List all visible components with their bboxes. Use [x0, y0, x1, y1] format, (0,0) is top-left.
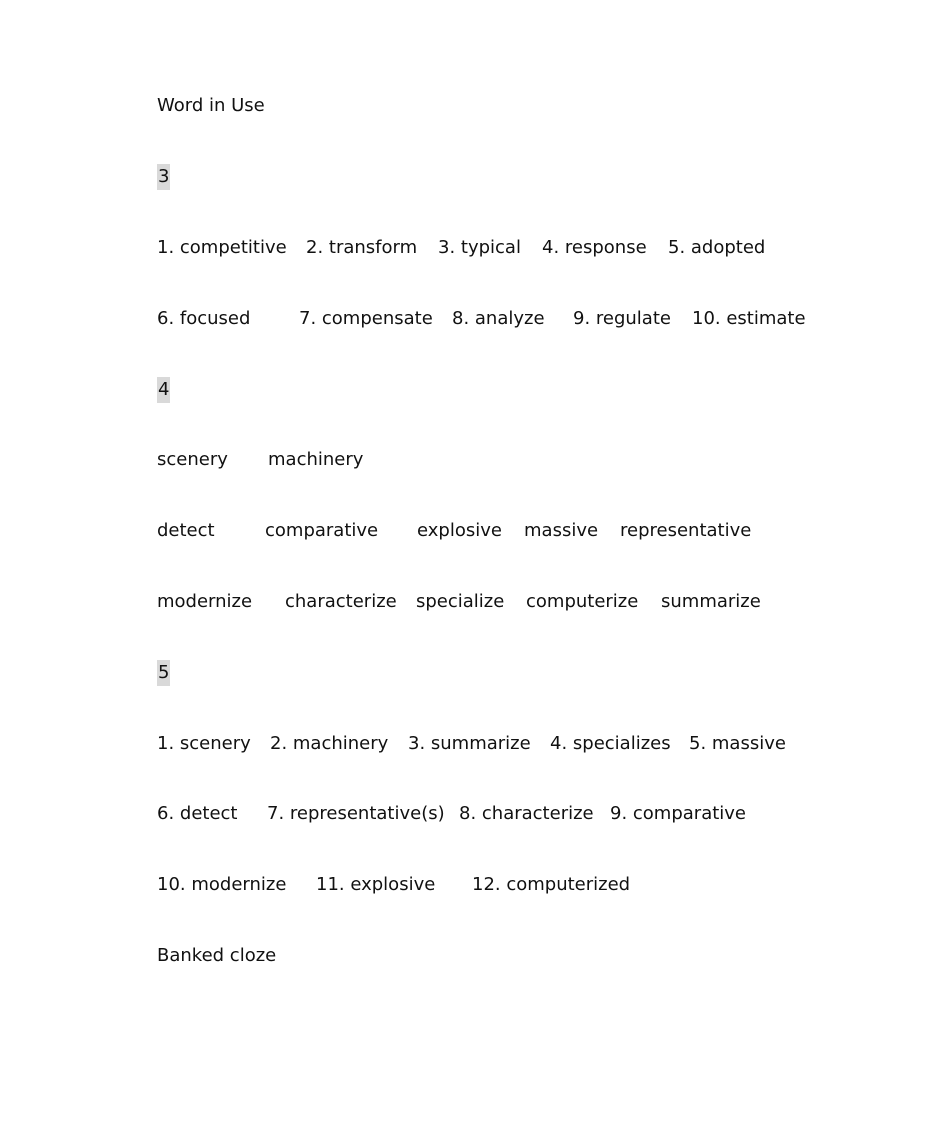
word-item: specialize: [416, 591, 505, 612]
answer-item: 3. typical: [438, 237, 521, 258]
answer-item: 7. representative(s): [267, 803, 445, 824]
word-item: scenery: [157, 449, 228, 470]
word-item: massive: [524, 520, 599, 541]
answer-item: 8. characterize: [459, 803, 594, 824]
answer-item: 10. modernize: [157, 874, 287, 895]
word-item: detect: [157, 520, 215, 541]
answer-item: 7. compensate: [299, 308, 433, 329]
answer-item: 5. massive: [689, 733, 786, 754]
answer-item: 8. analyze: [452, 308, 545, 329]
answer-item: 9. comparative: [610, 803, 747, 824]
section-4-label-row: [157, 377, 170, 403]
word-item: representative: [620, 520, 752, 541]
section-5-label: 5: [157, 660, 170, 686]
answer-item: 6. detect: [157, 803, 238, 824]
answer-item: 6. focused: [157, 308, 251, 329]
answer-item: 1. scenery: [157, 733, 251, 754]
word-item: explosive: [417, 520, 502, 541]
answer-item: 9. regulate: [573, 308, 671, 329]
answer-item: 12. computerized: [472, 874, 631, 895]
section-3-label-row: [157, 164, 170, 190]
section-4-label: 4: [157, 377, 170, 403]
answer-item: 11. explosive: [316, 874, 436, 895]
answer-item: 5. adopted: [668, 237, 766, 258]
answer-item: 1. competitive: [157, 237, 287, 258]
section-5-label-row: [157, 660, 170, 686]
section-3-label: 3: [157, 164, 170, 190]
answer-item: 4. specializes: [550, 733, 671, 754]
answer-item: 10. estimate: [692, 308, 806, 329]
word-item: modernize: [157, 591, 253, 612]
heading-banked-cloze: Banked cloze: [157, 945, 277, 966]
word-item: machinery: [268, 449, 364, 470]
answer-item: 4. response: [542, 237, 647, 258]
word-item: comparative: [265, 520, 379, 541]
word-item: computerize: [526, 591, 639, 612]
answer-item: 3. summarize: [408, 733, 531, 754]
word-item: summarize: [661, 591, 761, 612]
heading-word-in-use: Word in Use: [157, 95, 265, 116]
answer-item: 2. machinery: [270, 733, 389, 754]
word-item: characterize: [285, 591, 397, 612]
answer-item: 2. transform: [306, 237, 418, 258]
